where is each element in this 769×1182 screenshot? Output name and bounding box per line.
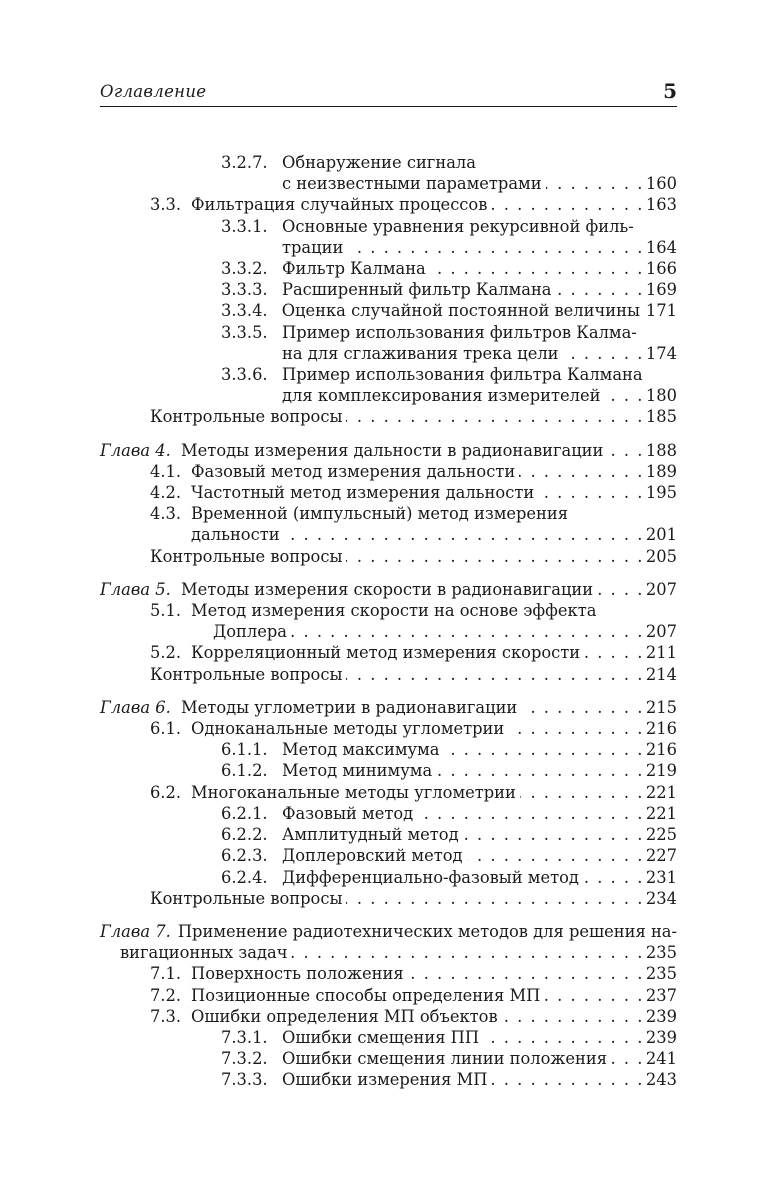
entry-page: 239 [645, 1006, 677, 1026]
spacer [100, 428, 677, 440]
entry-title: Многоканальные методы углометрии [191, 782, 516, 802]
entry-page: 235 [645, 943, 677, 963]
dot-leader [346, 406, 643, 427]
toc-chapter-7[interactable] [100, 921, 677, 942]
entry-page: 225 [645, 825, 677, 845]
dot-leader [508, 718, 644, 739]
entry-page: 160 [645, 174, 677, 194]
entry-page: 188 [645, 440, 677, 460]
chapter-label: Глава 5. [100, 579, 171, 599]
entry-number: 7.2. [150, 985, 182, 1005]
toc-entry-3-3-6-cont[interactable] [100, 385, 677, 406]
entry-page: 169 [645, 280, 677, 300]
toc-entry-6-2-2[interactable] [100, 824, 677, 845]
entry-title: Оценка случайной постоянной величины [281, 301, 640, 321]
dot-leader [520, 782, 644, 803]
toc-entry-4-3[interactable] [100, 503, 677, 524]
entry-title: Методы углометрии в радионавигации [181, 697, 518, 717]
entry-title: Позиционные способы определения МП [191, 985, 541, 1005]
entry-number: 3.2.7. [221, 153, 268, 172]
entry-page: 231 [645, 867, 677, 887]
chapter-label: Глава 4. [100, 440, 171, 460]
entry-number: 6.2.1. [221, 803, 268, 823]
entry-page: 211 [645, 643, 677, 663]
entry-number: 3.3.5. [221, 322, 268, 342]
entry-page: 243 [645, 1070, 677, 1090]
entry-number: 6.2.4. [221, 867, 268, 887]
entry-title: Контрольные вопросы [150, 407, 343, 427]
toc-entry-6-2-1[interactable] [100, 803, 677, 824]
entry-page: 234 [645, 888, 677, 908]
entry-title: Метод минимума [282, 761, 433, 781]
toc-entry-3-3[interactable] [100, 194, 677, 215]
entry-number: 3.3.3. [221, 280, 268, 300]
toc-entry-6-1[interactable] [100, 718, 677, 739]
entry-title: Фильтрация случайных процессов [191, 195, 488, 215]
entry-page: 189 [645, 461, 677, 481]
dot-leader [346, 888, 643, 909]
entry-title-cont: трации [282, 237, 344, 257]
toc-chapter-4[interactable] [100, 440, 677, 461]
entry-number: 6.2.3. [221, 846, 268, 866]
entry-title: Дифференциально-фазовый метод [282, 867, 579, 887]
entry-title: Методы измерения скорости в радионавигации [181, 579, 594, 599]
toc-chapter-7-cont[interactable] [100, 942, 677, 963]
dot-leader [436, 760, 644, 781]
toc-entry-3-3-5[interactable] [100, 322, 677, 343]
dot-leader [583, 867, 644, 888]
toc-entry-6-2-4[interactable] [100, 867, 677, 888]
entry-title: Пример использования фильтра Калмана [282, 365, 643, 385]
toc-control-questions-5[interactable] [100, 664, 677, 685]
dot-leader [408, 963, 644, 984]
entry-number: 3.3.2. [221, 259, 268, 279]
chapter-label: Глава 7. [100, 921, 171, 941]
entry-page: 227 [645, 846, 677, 866]
entry-title-cont: вигационных задач [120, 943, 288, 963]
entry-number: 6.1.2. [221, 761, 268, 781]
toc-entry-5-1-cont[interactable] [100, 621, 677, 642]
toc-entry-3-3-1-cont[interactable] [100, 237, 677, 258]
toc-entry-3-3-6[interactable] [100, 364, 677, 385]
dot-leader [491, 194, 644, 215]
entry-title: Обнаружение сигнала [282, 153, 476, 172]
entry-title: Пример использования фильтров Калма- [282, 322, 637, 342]
table-of-contents [100, 152, 677, 1091]
dot-leader [284, 524, 644, 545]
entry-title: Ошибки смещения линии положения [282, 1049, 607, 1069]
toc-control-questions-6[interactable] [100, 888, 677, 909]
entry-number: 3.3.1. [221, 216, 268, 236]
entry-number: 7.3.2. [221, 1049, 268, 1069]
toc-entry-3-3-1[interactable] [100, 216, 677, 237]
entry-page: 205 [645, 546, 677, 566]
dot-leader [417, 803, 644, 824]
toc-entry-5-2[interactable] [100, 642, 677, 663]
entry-title: Фазовый метод [282, 803, 414, 823]
entry-title: Расширенный фильтр Калмана [282, 280, 552, 300]
entry-title: Поверхность положения [191, 964, 404, 984]
entry-title: Ошибки смещения ПП [282, 1027, 480, 1047]
entry-title: Методы измерения дальности в радионавигации [181, 440, 604, 460]
entry-title: Контрольные вопросы [150, 888, 343, 908]
toc-entry-7-3-1[interactable] [100, 1027, 677, 1048]
entry-number: 7.1. [150, 964, 182, 984]
header-title: Оглавление [100, 82, 207, 101]
entry-title: Контрольные вопросы [150, 546, 343, 566]
entry-page: 174 [645, 343, 677, 363]
dot-leader [483, 1027, 644, 1048]
dot-leader [347, 237, 644, 258]
dot-leader [607, 440, 644, 461]
dot-leader [604, 385, 643, 406]
entry-page: 221 [645, 803, 677, 823]
entry-title-cont: с неизвестными параметрами [282, 174, 542, 194]
dot-leader [502, 1006, 644, 1027]
dot-leader [597, 579, 644, 600]
entry-page: 207 [645, 579, 677, 599]
entry-page: 180 [645, 386, 677, 406]
toc-entry-3-2-7-cont[interactable] [100, 173, 677, 194]
entry-number: 7.3.3. [221, 1070, 268, 1090]
entry-title: Метод измерения скорости на основе эффекта [191, 601, 597, 621]
entry-title-cont: на для сглаживания трека цели [282, 343, 559, 363]
toc-chapter-5[interactable] [100, 579, 677, 600]
entry-title-cont: дальности [191, 525, 280, 545]
entry-number: 3.3. [150, 195, 182, 215]
page-number: 5 [663, 79, 677, 103]
toc-entry-3-2-7[interactable] [100, 152, 677, 173]
entry-title: Контрольные вопросы [150, 664, 343, 684]
entry-page: 195 [645, 483, 677, 503]
entry-number: 5.2. [150, 643, 182, 663]
entry-number: 6.1.1. [221, 740, 268, 760]
dot-leader [538, 482, 644, 503]
entry-number: 3.3.4. [221, 301, 268, 321]
entry-number: 4.1. [150, 461, 182, 481]
spacer [100, 685, 677, 697]
dot-leader [463, 824, 644, 845]
toc-entry-7-2[interactable] [100, 985, 677, 1006]
toc-entry-3-3-5-cont[interactable] [100, 343, 677, 364]
entry-title-cont: для комплексирования измерителей [282, 386, 601, 406]
toc-entry-7-3[interactable] [100, 1006, 677, 1027]
dot-leader [563, 343, 644, 364]
toc-entry-7-3-3[interactable] [100, 1069, 677, 1090]
entry-title: Доплеровский метод [282, 846, 463, 866]
entry-number: 7.3. [150, 1006, 182, 1026]
toc-entry-4-3-cont[interactable] [100, 524, 677, 545]
spacer [100, 909, 677, 921]
entry-title: Одноканальные методы углометрии [191, 719, 505, 739]
entry-title: Основные уравнения рекурсивной филь- [282, 216, 634, 236]
entry-page: 221 [645, 782, 677, 802]
entry-title: Ошибки измерения МП [282, 1070, 488, 1090]
entry-number: 3.3.6. [221, 365, 268, 385]
entry-page: 201 [645, 525, 677, 545]
toc-entry-5-1[interactable] [100, 600, 677, 621]
entry-number: 6.2. [150, 782, 182, 802]
entry-number: 7.3.1. [221, 1027, 268, 1047]
entry-title: Фазовый метод измерения дальности [191, 461, 516, 481]
dot-leader [291, 621, 644, 642]
toc-control-questions-4[interactable] [100, 546, 677, 567]
dot-leader [467, 845, 644, 866]
entry-page: 216 [645, 740, 677, 760]
dot-leader [346, 664, 643, 685]
entry-title: Фильтр Калмана [282, 259, 426, 279]
entry-title: Ошибки определения МП объектов [191, 1006, 498, 1026]
dot-leader [430, 258, 644, 279]
entry-page: 239 [645, 1027, 677, 1047]
entry-page: 214 [645, 664, 677, 684]
entry-page: 237 [645, 985, 677, 1005]
entry-page: 235 [645, 964, 677, 984]
dot-leader [584, 642, 644, 663]
entry-title: Частотный метод измерения дальности [191, 483, 535, 503]
dot-leader [346, 546, 643, 567]
entry-page: 163 [645, 195, 677, 215]
toc-entry-4-2[interactable] [100, 482, 677, 503]
entry-number: 5.1. [150, 601, 182, 621]
entry-page: 185 [645, 407, 677, 427]
running-header [100, 80, 677, 107]
dot-leader [556, 279, 644, 300]
toc-entry-3-3-3[interactable] [100, 279, 677, 300]
entry-page: 171 [645, 301, 677, 321]
dot-leader [291, 942, 643, 963]
entry-page: 241 [645, 1049, 677, 1069]
dot-leader [546, 173, 644, 194]
toc-entry-6-2[interactable] [100, 782, 677, 803]
entry-number: 4.2. [150, 483, 182, 503]
entry-number: 6.2.2. [221, 825, 268, 845]
dot-leader [521, 697, 644, 718]
entry-title-cont: Доплера [213, 622, 287, 642]
entry-page: 207 [645, 622, 677, 642]
spacer [100, 567, 677, 579]
entry-title: Применение радиотехнических методов для решения на- [177, 921, 677, 941]
entry-page: 219 [645, 761, 677, 781]
entry-number: 4.3. [150, 504, 182, 524]
entry-page: 216 [645, 719, 677, 739]
dot-leader [519, 461, 644, 482]
entry-page: 215 [645, 697, 677, 717]
entry-page: 164 [645, 237, 677, 257]
entry-title: Корреляционный метод измерения скорости [191, 643, 581, 663]
entry-title: Амплитудный метод [282, 825, 459, 845]
toc-control-questions-3[interactable] [100, 406, 677, 427]
chapter-label: Глава 6. [100, 697, 171, 717]
toc-entry-7-3-2[interactable] [100, 1048, 677, 1069]
toc-entry-6-2-3[interactable] [100, 845, 677, 866]
dot-leader [491, 1069, 643, 1090]
entry-number: 6.1. [150, 719, 182, 739]
entry-title: Временной (импульсный) метод измерения [191, 504, 569, 524]
dot-leader [544, 985, 644, 1006]
entry-title: Метод максимума [282, 740, 440, 760]
toc-entry-4-1[interactable] [100, 461, 677, 482]
toc-entry-3-3-2[interactable] [100, 258, 677, 279]
toc-chapter-6[interactable] [100, 697, 677, 718]
dot-leader [611, 1048, 644, 1069]
entry-page: 166 [645, 259, 677, 279]
dot-leader [443, 739, 643, 760]
toc-entry-7-1[interactable] [100, 963, 677, 984]
toc-entry-6-1-2[interactable] [100, 760, 677, 781]
toc-entry-3-3-4[interactable] [100, 300, 677, 321]
toc-entry-6-1-1[interactable] [100, 739, 677, 760]
